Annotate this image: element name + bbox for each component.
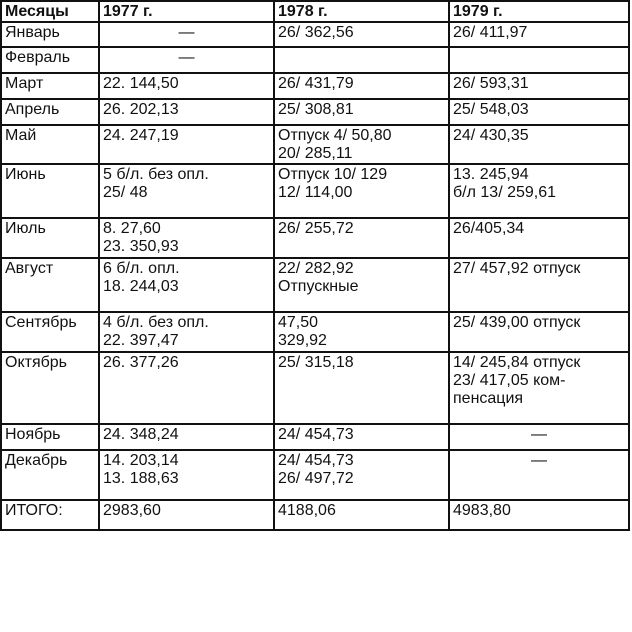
month-cell: Сентябрь (1, 312, 99, 352)
cell-line: 20/ 285,11 (278, 145, 353, 162)
value-cell-1978 (274, 22, 449, 47)
cell-line: 24/ 454,73 (278, 426, 354, 443)
month-cell: ИТОГО: (1, 500, 99, 530)
cell-line: 23/ 417,05 ком- (453, 372, 566, 389)
value-cell-1979 (449, 218, 629, 258)
value-cell-1977 (99, 424, 274, 450)
cell-line: 26/ 593,31 (453, 75, 529, 92)
cell-line: 4 б/л. без опл. (103, 314, 209, 331)
cell-line: 25/ 439,00 отпуск (453, 314, 581, 331)
value-cell-1978 (274, 99, 449, 125)
cell-line: 25/ 308,81 (278, 101, 354, 118)
cell-line: 4983,80 (453, 502, 511, 519)
table-row (1, 73, 629, 99)
value-cell-1978 (274, 218, 449, 258)
month-cell: Ноябрь (1, 424, 99, 450)
value-cell-1979 (449, 258, 629, 312)
value-cell-1978 (274, 352, 449, 424)
value-cell-1977 (99, 500, 274, 530)
table-row (1, 125, 629, 164)
cell-line: 13. 245,94 (453, 166, 529, 183)
cell-line: 26/ 411,97 (453, 24, 528, 41)
month-cell: Август (1, 258, 99, 312)
table-row (1, 47, 629, 73)
value-cell-1978 (274, 47, 449, 73)
value-cell-1977 (99, 47, 274, 73)
cell-line: 24. 247,19 (103, 127, 179, 144)
month-cell: Октябрь (1, 352, 99, 424)
month-cell: Март (1, 73, 99, 99)
value-cell-1979 (449, 47, 629, 73)
table-body (1, 22, 629, 530)
value-cell-1978 (274, 258, 449, 312)
cell-line: 26/ 362,56 (278, 24, 354, 41)
value-cell-1977 (99, 450, 274, 500)
value-cell-1979 (449, 352, 629, 424)
header-1979: 1979 г. (449, 1, 629, 22)
table-row (1, 22, 629, 47)
cell-line: 14. 203,14 (103, 452, 179, 469)
cell-line: 6 б/л. опл. (103, 260, 180, 277)
cell-line: 47,50 (278, 314, 319, 331)
month-cell: Декабрь (1, 450, 99, 500)
value-cell-1978 (274, 424, 449, 450)
table-row (1, 450, 629, 500)
value-cell-1978 (274, 450, 449, 500)
month-cell: Май (1, 125, 99, 164)
cell-line: 26/405,34 (453, 220, 525, 237)
cell-line: 24/ 454,73 (278, 452, 354, 469)
month-cell: Апрель (1, 99, 99, 125)
cell-line: 18. 244,03 (103, 278, 179, 295)
cell-line: 8. 27,60 (103, 220, 161, 237)
cell-line: 25/ 315,18 (278, 354, 354, 371)
cell-line: — (531, 426, 547, 443)
value-cell-1979 (449, 424, 629, 450)
table-row (1, 312, 629, 352)
value-cell-1977 (99, 125, 274, 164)
header-1978: 1978 г. (274, 1, 449, 22)
value-cell-1977 (99, 258, 274, 312)
value-cell-1979 (449, 73, 629, 99)
table-row (1, 500, 629, 530)
table-row (1, 218, 629, 258)
cell-line: 24/ 430,35 (453, 127, 529, 144)
value-cell-1977 (99, 22, 274, 47)
value-cell-1977 (99, 352, 274, 424)
table-row (1, 352, 629, 424)
cell-line: 13. 188,63 (103, 470, 179, 487)
cell-line: 329,92 (278, 332, 327, 349)
header-row (1, 1, 629, 22)
cell-line: 12/ 114,00 (278, 184, 353, 201)
value-cell-1979 (449, 450, 629, 500)
cell-line: 22. 397,47 (103, 332, 179, 349)
cell-line: 24. 348,24 (103, 426, 179, 443)
cell-line: — (178, 49, 195, 66)
cell-line: 26/ 255,72 (278, 220, 354, 237)
value-cell-1978 (274, 312, 449, 352)
value-cell-1977 (99, 164, 274, 218)
cell-line: 2983,60 (103, 502, 161, 519)
value-cell-1979 (449, 99, 629, 125)
cell-line: 23. 350,93 (103, 238, 179, 255)
cell-line: — (531, 452, 547, 469)
cell-line: 22. 144,50 (103, 75, 179, 92)
value-cell-1979 (449, 312, 629, 352)
header-1977: 1977 г. (99, 1, 274, 22)
table-row (1, 164, 629, 218)
value-cell-1979 (449, 22, 629, 47)
value-cell-1979 (449, 125, 629, 164)
month-cell: Январь (1, 22, 99, 47)
cell-line: 26/ 497,72 (278, 470, 354, 487)
cell-line: 22/ 282,92 (278, 260, 354, 277)
table-row (1, 99, 629, 125)
month-cell: Июнь (1, 164, 99, 218)
value-cell-1978 (274, 500, 449, 530)
cell-line: Отпуск 4/ 50,80 (278, 127, 392, 144)
cell-line: 25/ 548,03 (453, 101, 529, 118)
value-cell-1977 (99, 99, 274, 125)
value-cell-1977 (99, 73, 274, 99)
cell-line: Отпускные (278, 278, 359, 295)
cell-line: 26. 202,13 (103, 101, 179, 118)
cell-line: 25/ 48 (103, 184, 148, 201)
value-cell-1979 (449, 500, 629, 530)
table-row (1, 424, 629, 450)
value-cell-1977 (99, 312, 274, 352)
cell-line: 26. 377,26 (103, 354, 179, 371)
cell-line: б/л 13/ 259,61 (453, 184, 557, 201)
cell-line: — (178, 24, 195, 41)
cell-line: Отпуск 10/ 129 (278, 166, 388, 183)
value-cell-1978 (274, 125, 449, 164)
value-cell-1979 (449, 164, 629, 218)
cell-line: 4188,06 (278, 502, 336, 519)
month-cell: Июль (1, 218, 99, 258)
header-months: Месяцы (1, 1, 99, 22)
value-cell-1978 (274, 73, 449, 99)
value-cell-1978 (274, 164, 449, 218)
value-cell-1977 (99, 218, 274, 258)
cell-line: 14/ 245,84 отпуск (453, 354, 581, 371)
cell-line: 27/ 457,92 отпуск (453, 260, 581, 277)
cell-line: 26/ 431,79 (278, 75, 354, 92)
table-row (1, 258, 629, 312)
cell-line: 5 б/л. без опл. (103, 166, 209, 183)
cell-line: пенсация (453, 390, 524, 407)
month-cell: Февраль (1, 47, 99, 73)
